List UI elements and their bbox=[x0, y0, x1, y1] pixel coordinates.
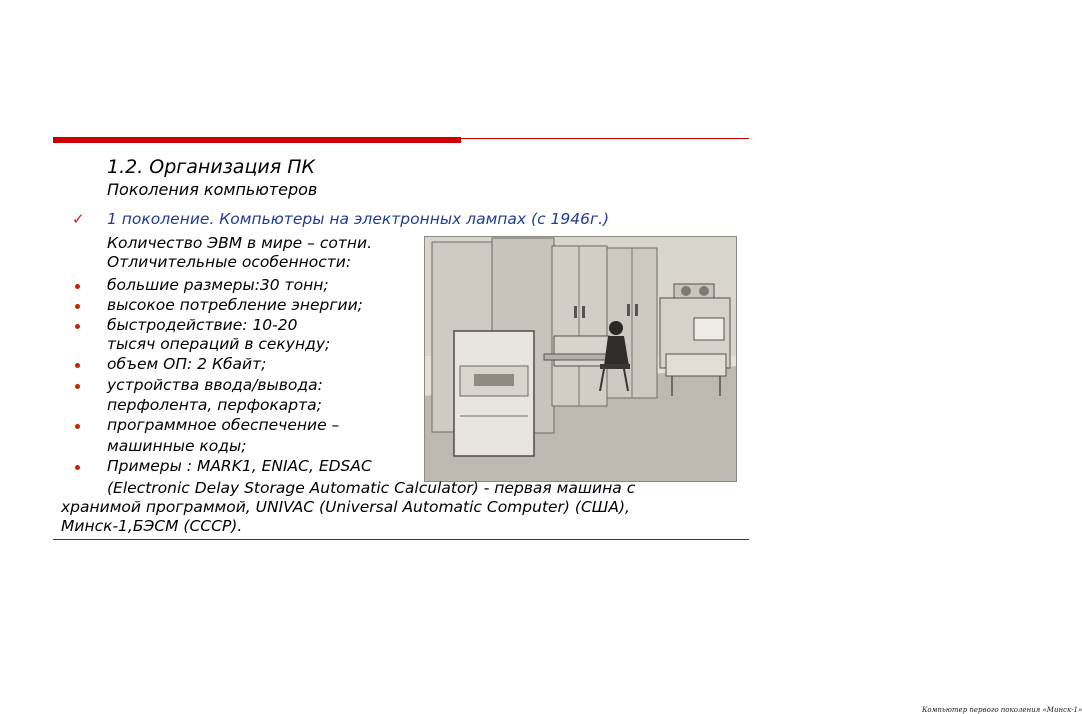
bullet-item-3: быстродействие: 10-20 bbox=[107, 316, 298, 334]
bullet-item-3-cont: тысяч операций в секунду; bbox=[107, 335, 331, 353]
bullet-dot-icon bbox=[75, 384, 80, 389]
top-thin-rule bbox=[461, 138, 749, 139]
bullet-item-6: программное обеспечение – bbox=[107, 416, 340, 434]
bullet-item-1: большие размеры:30 тонн; bbox=[107, 276, 329, 294]
bullet-item-6-cont: машинные коды; bbox=[107, 437, 247, 455]
bullet-item-5-cont: перфолента, перфокарта; bbox=[107, 396, 322, 414]
examples-continuation-3: Минск-1,БЭСМ (СССР). bbox=[61, 517, 243, 535]
intro-line-1: Количество ЭВМ в мире – сотни. bbox=[107, 234, 372, 252]
minsk-1-photo bbox=[424, 236, 1082, 714]
generation-heading: 1 поколение. Компьютеры на электронных лампах (с 1946г.) bbox=[107, 210, 610, 228]
bullet-item-4: объем ОП: 2 Кбайт; bbox=[107, 355, 267, 373]
bottom-rule bbox=[53, 539, 749, 540]
slide-subtitle: Поколения компьютеров bbox=[107, 180, 318, 199]
bullet-dot-icon bbox=[75, 363, 80, 368]
slide-title: 1.2. Организация ПК bbox=[107, 156, 315, 178]
photo-caption: Компьютер первого поколения «Минск-1» bbox=[922, 706, 1082, 714]
minsk-1-illustration bbox=[424, 236, 737, 482]
intro-line-2: Отличительные особенности: bbox=[107, 253, 352, 271]
check-icon: ✓ bbox=[72, 210, 85, 228]
bullet-item-7: Примеры : MARK1, ENIAC, EDSAC bbox=[107, 457, 372, 475]
bullet-item-5: устройства ввода/вывода: bbox=[107, 376, 323, 394]
bullet-item-2: высокое потребление энергии; bbox=[107, 296, 363, 314]
examples-continuation-1: (Electronic Delay Storage Automatic Calculator) - первая машина с bbox=[107, 479, 636, 497]
bullet-dot-icon bbox=[75, 465, 80, 470]
top-red-rule bbox=[53, 137, 461, 143]
bullet-dot-icon bbox=[75, 424, 80, 429]
bullet-dot-icon bbox=[75, 284, 80, 289]
bullet-dot-icon bbox=[75, 324, 80, 329]
bullet-dot-icon bbox=[75, 304, 80, 309]
examples-continuation-2: хранимой программой, UNIVAC (Universal Automatic Computer) (США), bbox=[61, 498, 630, 516]
